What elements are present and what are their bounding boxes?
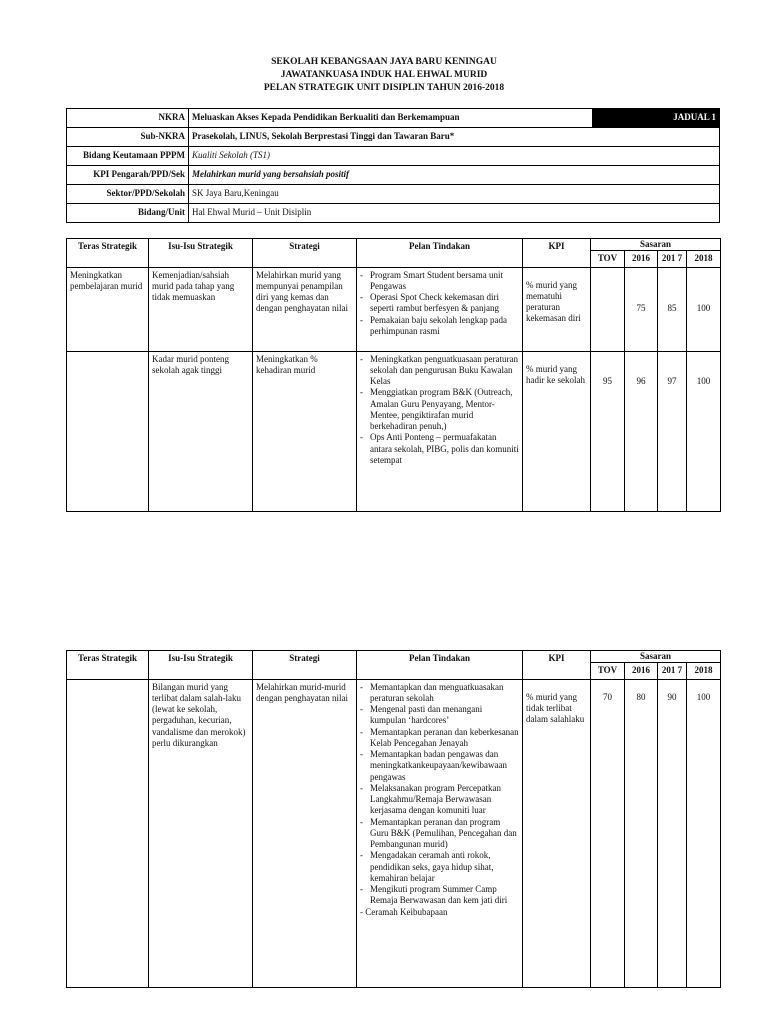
strategi-cell: Meningkatkan % kehadiran murid [253, 351, 357, 511]
target-2016-cell: 80 [625, 679, 658, 987]
isu-cell: Kemenjadian/sahsiah murid pada tahap yang tidak memuaskan [149, 267, 253, 351]
pelan-cell [357, 679, 523, 987]
header-sasaran: Sasaran [591, 651, 721, 663]
pelan-cell [357, 351, 523, 511]
isu-cell: Kadar murid ponteng sekolah agak tinggi [149, 351, 253, 511]
committee-name: JAWATANKUASA INDUK HAL EHWAL MURID [280, 70, 488, 80]
sektor-label: Sektor/PPD/Sekolah [67, 185, 189, 204]
header-2017: 201 7 [658, 663, 687, 679]
list-item: - Program Smart Student bersama unit Pengawas [360, 270, 519, 293]
target-2017-cell: 90 [658, 679, 687, 987]
header-2018: 2018 [687, 663, 721, 679]
school-name: SEKOLAH KEBANGSAAN JAYA BARU KENINGAU [271, 57, 497, 67]
unit-value: Hal Ehwal Murid – Unit Disiplin [189, 204, 720, 223]
target-2018-cell: 100 [687, 351, 721, 511]
sektor-value: SK Jaya Baru,Keningau [189, 185, 720, 204]
header-isu: Isu-Isu Strategik [149, 239, 253, 268]
target-2016-cell: 96 [625, 351, 658, 511]
unit-label: Bidang/Unit [67, 204, 189, 223]
list-item: - Mengadakan ceramah anti rokok, pendidikan seks, gaya hidup sihat, kemahiran belajar [360, 850, 519, 884]
target-2016-cell: 75 [625, 267, 658, 351]
document-header [0, 56, 768, 95]
header-isu: Isu-Isu Strategik [149, 651, 253, 680]
header-kpi: KPI [523, 651, 591, 680]
list-item: - Ops Anti Ponteng – permuafakatan antara sekolah, PIBG, polis dan komuniti setempat [360, 432, 519, 466]
header-sasaran: Sasaran [591, 239, 721, 251]
teras-cell [67, 679, 149, 987]
strategic-plan-table-1 [66, 238, 721, 512]
isu-cell: Bilangan murid yang terlibat dalam salah-laku (lewat ke sekolah, pergaduhan, kecurian, vandalisme dan merokok) perlu dikurangkan [149, 679, 253, 987]
header-tov: TOV [591, 251, 625, 267]
nkra-label: NKRA [67, 109, 189, 128]
header-strategi: Strategi [253, 651, 357, 680]
tov-cell: 70 [591, 679, 625, 987]
list-item: - Memantapkan peranan dan program Guru B&K (Pemulihan, Pencegahan dan Pembangunan murid) [360, 817, 519, 851]
teras-cell: Meningkatkan pembelajaran murid [67, 267, 149, 351]
header-2017: 201 7 [658, 251, 687, 267]
header-pelan: Pelan Tindakan [357, 239, 523, 268]
kpi-cell: % murid yang mematuhi peraturan kekemasan diri [523, 267, 591, 351]
kpi-cell: % murid yang tidak terlibat dalam salahlaku [523, 679, 591, 987]
bidang-value: Kualiti Sekolah (TS1) [189, 147, 720, 166]
header-2018: 2018 [687, 251, 721, 267]
strategic-plan-table-2 [66, 650, 721, 988]
header-2016: 2016 [625, 251, 658, 267]
tov-cell: 95 [591, 351, 625, 511]
subnkra-value: Prasekolah, LINUS, Sekolah Berprestasi Tinggi dan Tawaran Baru* [189, 128, 720, 147]
table-row [67, 267, 721, 351]
header-tov: TOV [591, 663, 625, 679]
list-item: - Menggiatkan program B&K (Outreach, Amalan Guru Penyayang, Mentor-Mentee, pengiktirafan murid berkehadiran penuh,) [360, 387, 519, 432]
table-row [67, 351, 721, 511]
pelan-cell [357, 267, 523, 351]
header-strategi: Strategi [253, 239, 357, 268]
target-2017-cell: 97 [658, 351, 687, 511]
list-item: - Ceramah Keibubapaan [360, 906, 448, 917]
list-item: - Melaksanakan program Percepatkan Langkahmu/Remaja Berwawasan kerjasama dengan komuniti luar [360, 783, 519, 817]
subnkra-label: Sub-NKRA [67, 128, 189, 147]
strategi-cell: Melahirkan murid yang mempunyai penampilan diri yang kemas dan dengan penghayatan nilai [253, 267, 357, 351]
target-2017-cell: 85 [658, 267, 687, 351]
plan-title: PELAN STRATEGIK UNIT DISIPLIN TAHUN 2016-2018 [263, 83, 505, 93]
header-teras: Teras Strategik [67, 239, 149, 268]
kpi-pengarah-value: Melahirkan murid yang bersahsiah positif [189, 166, 720, 185]
tov-cell [591, 267, 625, 351]
target-2018-cell: 100 [687, 267, 721, 351]
header-teras: Teras Strategik [67, 651, 149, 680]
list-item: - Meningkatkan penguatkuasaan peraturan sekolah dan pengurusan Buku Kawalan Kelas [360, 354, 519, 388]
bidang-label: Bidang Keutamaan PPPM [67, 147, 189, 166]
nkra-value: Meluaskan Akses Kepada Pendidikan Berkualiti dan Berkemampuan [189, 109, 593, 128]
jadual-badge: JADUAL 1 [593, 109, 720, 128]
table-row [67, 679, 721, 987]
strategi-cell: Melahirkan murid-murid dengan penghayatan nilai [253, 679, 357, 987]
list-item: - Mengikuti program Summer Camp Remaja Berwawasan dan kem jati diri [360, 884, 519, 907]
kpi-pengarah-label: KPI Pengarah/PPD/Sek [67, 166, 189, 185]
teras-cell [67, 351, 149, 511]
header-pelan: Pelan Tindakan [357, 651, 523, 680]
list-item: - Operasi Spot Check kekemasan diri seperti rambut berfesyen & panjang [360, 292, 519, 315]
list-item: - Memantapkan peranan dan keberkesanan Kelab Pencegahan Jenayah [360, 727, 519, 750]
header-2016: 2016 [625, 663, 658, 679]
list-item: - Pemakaian baju sekolah lengkap pada perhimpunan rasmi [360, 315, 519, 338]
header-kpi: KPI [523, 239, 591, 268]
list-item: - Memantapkan badan pengawas dan meningkatkankeupayaan/kewibawaan pengawas [360, 749, 519, 783]
list-item: - Memantapkan dan menguatkuasakan peraturan sekolah [360, 682, 519, 705]
target-2018-cell: 100 [687, 679, 721, 987]
info-table [66, 108, 720, 223]
kpi-cell: % murid yang hadir ke sekolah [523, 351, 591, 511]
list-item: - Mengenal pasti dan menangani kumpulan ‘hardcores’ [360, 704, 519, 727]
